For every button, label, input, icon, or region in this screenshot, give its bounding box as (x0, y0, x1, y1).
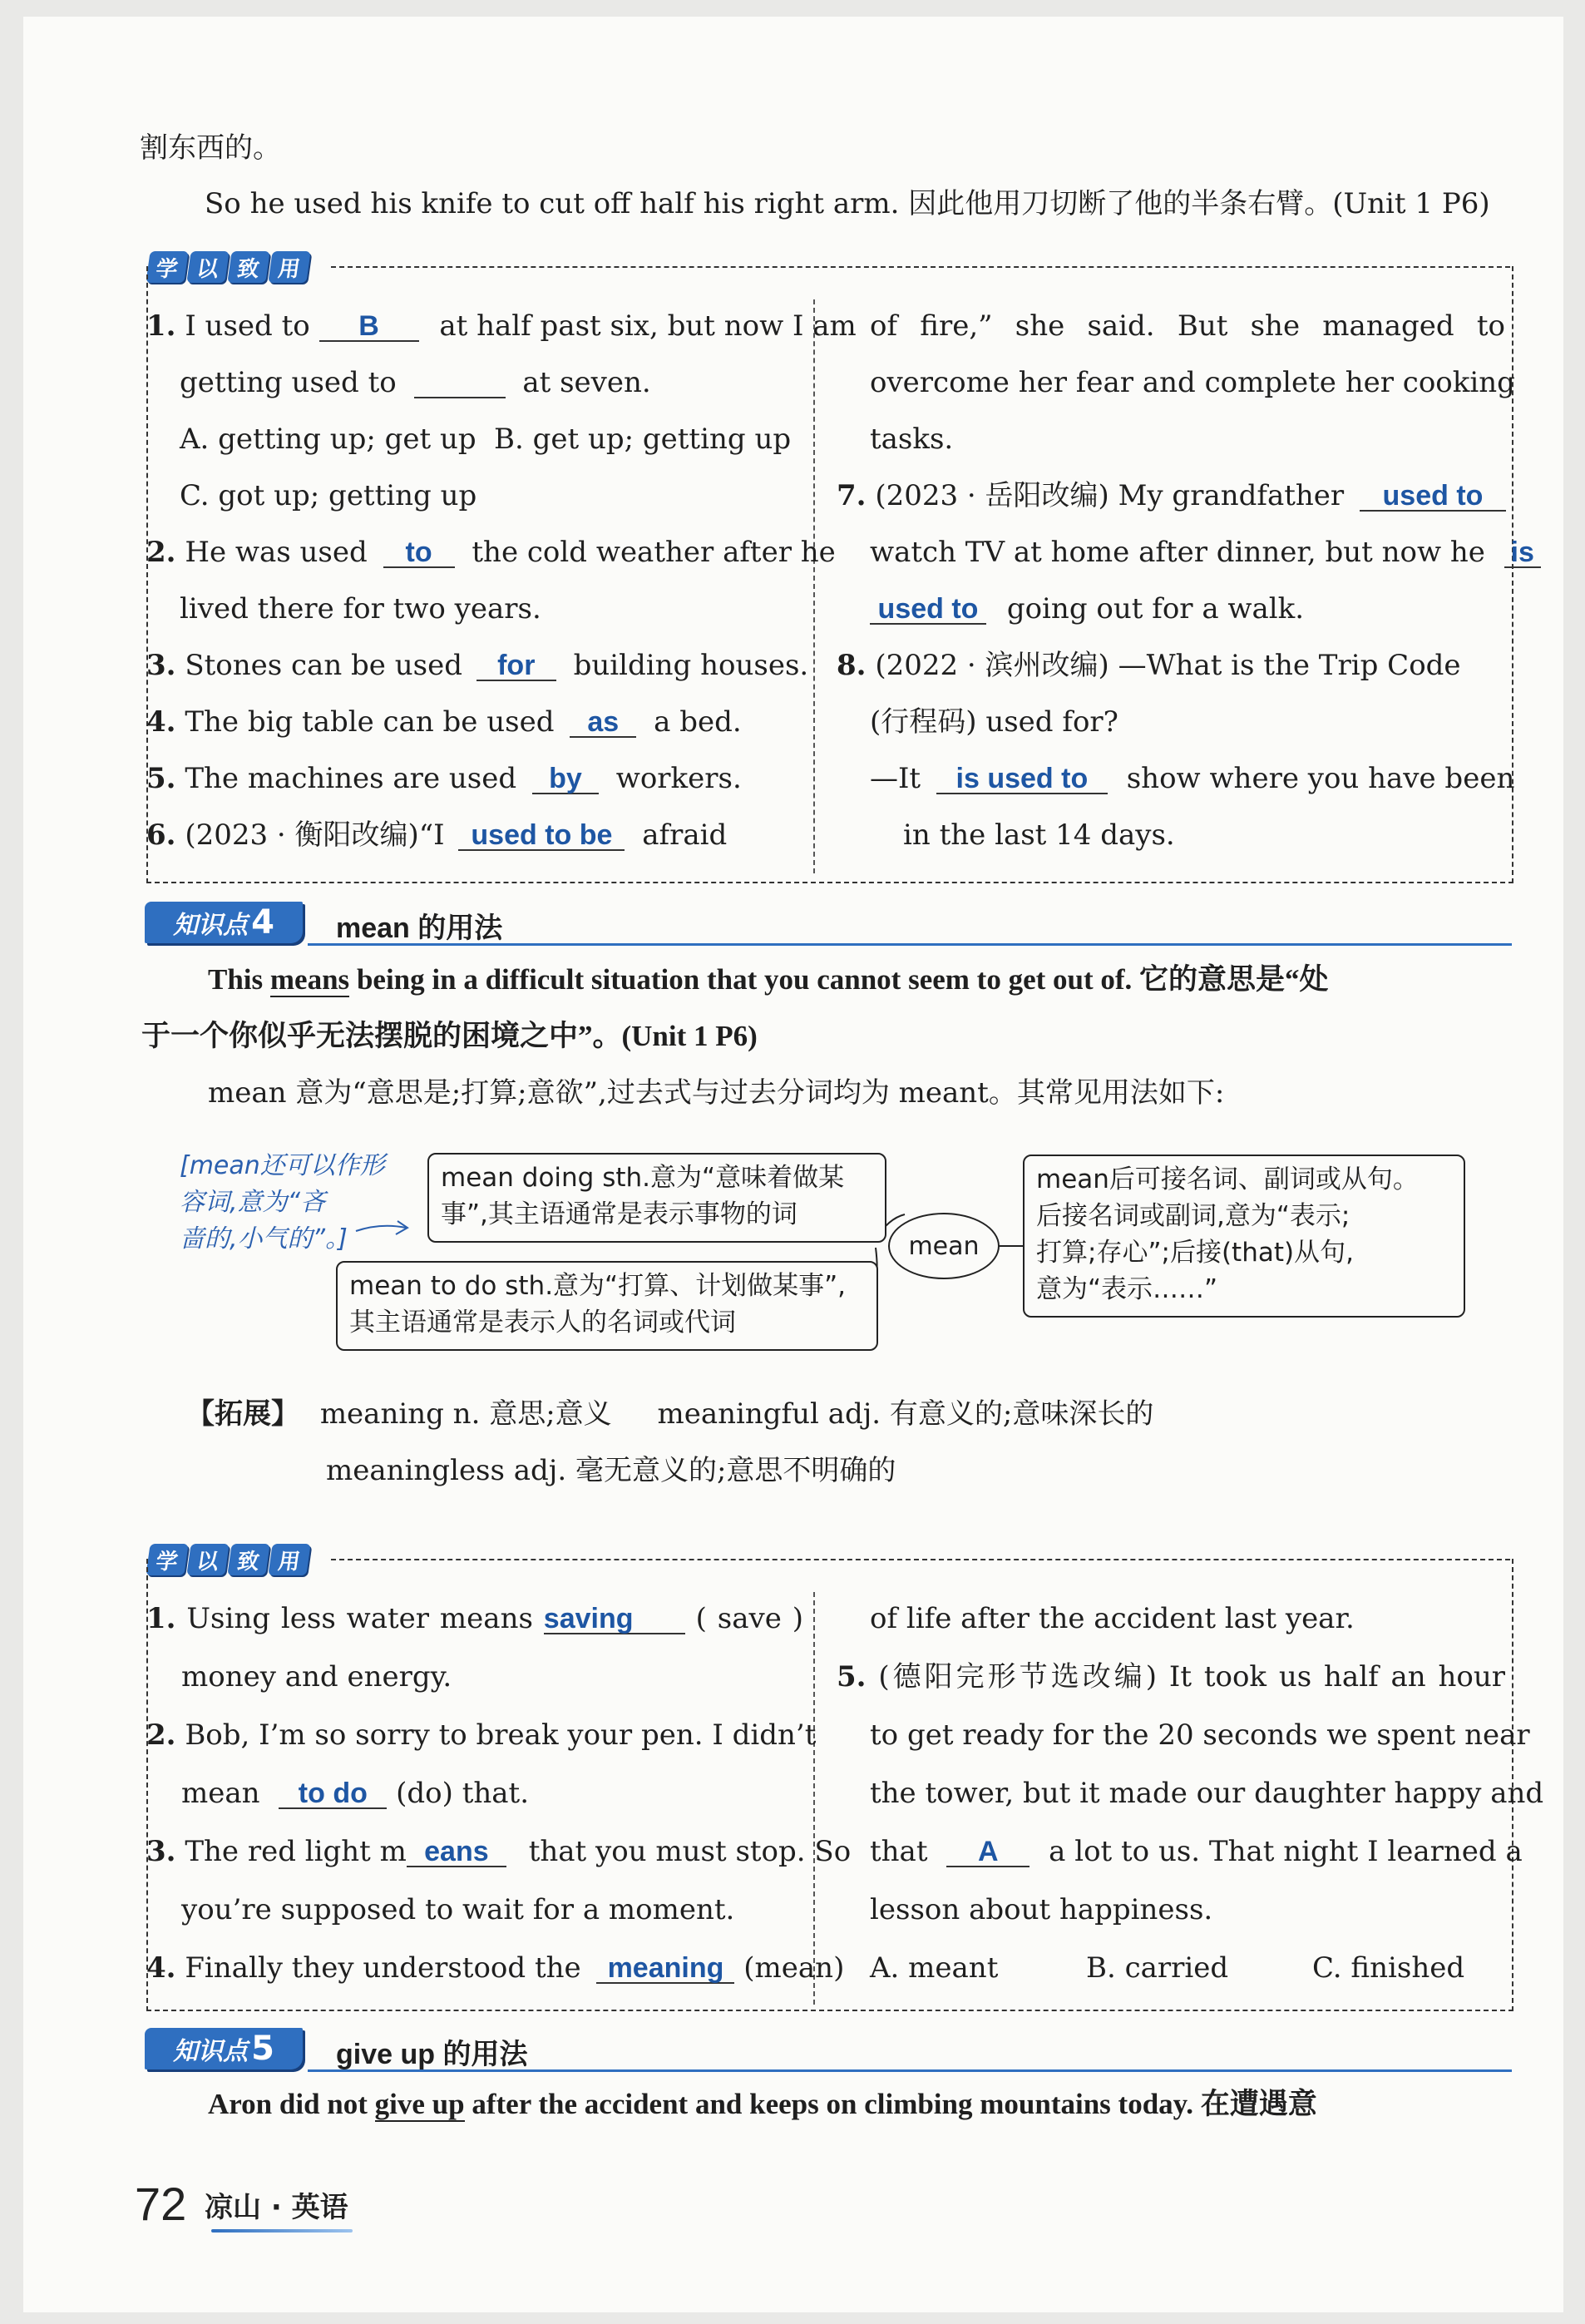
q5-text-2: workers. (615, 762, 742, 795)
answer-blank[interactable]: to (383, 538, 455, 568)
r-text-1: of life after the accident last year. (870, 1602, 1355, 1635)
k4-sentence-keyword: means (269, 963, 350, 996)
q1-option-b[interactable]: B. get up; getting up (494, 423, 792, 456)
q1-text-2: ( save ) (695, 1602, 803, 1635)
q-number: 3. (146, 1835, 176, 1868)
answer-blank[interactable]: B (319, 312, 419, 342)
badge-char: 致 (227, 1544, 269, 1575)
mindmap-center: mean (888, 1213, 1000, 1279)
k4-sentence-part: being in a difficult situation that you cannot seem to get out of. 它的意思是“处 (356, 963, 1329, 996)
answer-blank[interactable]: to do (279, 1779, 387, 1809)
q-number: 4. (146, 705, 176, 739)
r-text-2: overcome her fear and complete her cooking (870, 366, 1515, 399)
answer-blank[interactable]: used to (1360, 482, 1506, 512)
q1-text-2: at half past six, but now I am (439, 309, 857, 343)
intro-line-2: So he used his knife to cut off half his right arm. 因此他用刀切断了他的半条右臂。(Unit 1 P6) (205, 187, 1490, 220)
tag-number: 5 (251, 2030, 274, 2068)
mindmap-connectors (23, 17, 1563, 1680)
intro-line-1: 割东西的。 (140, 131, 281, 165)
box-line: 后接名词或副词,意为“表示; (1036, 1201, 1350, 1231)
q5-option-a[interactable]: A. meant (870, 1951, 999, 1985)
margin-note: [mean还可以作形 容词,意为“吝 啬的,小气的”。] (180, 1151, 385, 1253)
q4-text: Finally they understood the (185, 1951, 581, 1985)
q6-text-2: afraid (642, 818, 728, 852)
q3-text-2: that you must stop. So (528, 1835, 852, 1868)
q-number: 4. (146, 1951, 176, 1985)
q3-text-3: you’re supposed to wait for a moment. (181, 1893, 735, 1926)
q-number: 2. (146, 1718, 176, 1752)
practice-box-2-top (331, 1559, 1510, 1560)
q5-text-3: the tower, but it made our daughter happy and (870, 1777, 1544, 1810)
practice-box-2-divider (813, 1592, 815, 2005)
k5-sentence-part: after the accident and keeps on climbing mountains today. 在遭遇意 (472, 2088, 1317, 2120)
q3-text-2: building houses. (573, 649, 809, 682)
badge-char: 用 (268, 251, 310, 283)
k4-sentence-2: 于一个你似乎无法摆脱的困境之中”。(Unit 1 P6) (141, 1020, 758, 1052)
q5-text: The machines are used (185, 762, 517, 795)
q1-text-3: money and energy. (181, 1660, 452, 1694)
q-number: 2. (146, 536, 176, 569)
box-line: mean to do sth.意为“打算、计划做某事”, (349, 1271, 847, 1301)
extension-label: 【拓展】 (186, 1397, 299, 1431)
q8-text-3: —It (870, 762, 921, 795)
r-text-3: tasks. (870, 423, 954, 456)
box-line: mean doing sth.意为“意味着做某 (441, 1163, 845, 1193)
q5-text: (德阳完形节选改编) It took us half an hour (878, 1660, 1505, 1694)
q6-text: (2023 · 衡阳改编)“I (185, 818, 445, 852)
q4-text: The big table can be used (185, 705, 555, 739)
q-number: 7. (837, 479, 867, 512)
q2-text: Bob, I’m so sorry to break your pen. I didn’t (185, 1718, 817, 1752)
badge-char: 致 (227, 251, 269, 283)
q3-text: Stones can be used (185, 649, 462, 682)
q5-text-4: that (870, 1835, 928, 1868)
badge-char: 学 (146, 1544, 188, 1575)
q5-text-2: to get ready for the 20 seconds we spent near (870, 1718, 1530, 1752)
answer-blank[interactable]: for (476, 651, 556, 681)
answer-blank[interactable]: is (1504, 538, 1541, 568)
q8-text-4: show where you have been (1126, 762, 1515, 795)
answer-blank[interactable]: as (570, 708, 636, 738)
q7-text: (2023 · 岳阳改编) My grandfather (875, 479, 1345, 512)
k5-sentence-keyword: give up (374, 2088, 465, 2120)
q8-text-5: in the last 14 days. (903, 818, 1175, 852)
k4-sentence-3: mean 意为“意思是;打算;意欲”,过去式与过去分词均为 meant。其常见用法如下: (208, 1076, 1225, 1110)
tag-text: 知识点 (173, 911, 249, 940)
q4-text-2: a bed. (654, 705, 742, 739)
q-number: 1. (146, 1602, 176, 1635)
answer-blank[interactable]: eans (407, 1837, 506, 1867)
q1-text: I used to (185, 309, 310, 343)
q-number: 5. (837, 1660, 867, 1694)
q-number: 6. (146, 818, 176, 852)
q-number: 3. (146, 649, 176, 682)
q2-text-3: lived there for two years. (180, 592, 541, 626)
footer-accent (211, 2229, 353, 2233)
usage-box-mean-doing (427, 1153, 886, 1243)
knowledge-tag (145, 2028, 303, 2069)
q1-text: Using less water means (186, 1602, 533, 1635)
page (23, 17, 1563, 2312)
k4-sentence-part: This (208, 963, 264, 996)
header-rule (308, 2069, 1512, 2072)
tag-number: 4 (251, 903, 274, 942)
q1-text-3: getting used to (180, 366, 397, 399)
knowledge-point-5-header (145, 2028, 1512, 2069)
answer-blank[interactable]: A (946, 1837, 1030, 1867)
q2-text-2: the cold weather after he (472, 536, 836, 569)
badge-char: 以 (186, 1544, 229, 1575)
box-line: 打算;存心”;后接(that)从句, (1036, 1238, 1354, 1268)
extension-item: meaningless adj. 毫无意义的;意思不明确的 (326, 1454, 896, 1487)
q1-option-c[interactable]: C. got up; getting up (180, 479, 477, 512)
footer-label: 凉山 · 英语 (205, 2191, 348, 2224)
q4-text-2: (mean) (743, 1951, 845, 1985)
q7-text-3: going out for a walk. (1006, 592, 1305, 626)
answer-blank[interactable]: saving (544, 1605, 685, 1634)
q3-text: The red light m (185, 1835, 407, 1868)
badge-char: 用 (268, 1544, 310, 1575)
q8-text-2: (行程码) used for? (870, 705, 1118, 739)
tag-text: 知识点 (173, 2037, 249, 2066)
extension-item: meaningful adj. 有意义的;意味深长的 (657, 1397, 1154, 1431)
extension-item: meaning n. 意思;意义 (319, 1397, 612, 1431)
knowledge-title: give up 的用法 (336, 2039, 528, 2070)
page-number: 72 (135, 2178, 187, 2230)
answer-blank[interactable]: used to be (458, 821, 625, 851)
answer-blank[interactable]: by (532, 764, 599, 794)
q-number: 8. (837, 649, 867, 682)
q5-option-b[interactable]: B. carried (1086, 1951, 1229, 1985)
q1-text-4: at seven. (522, 366, 651, 399)
usage-box-mean-noun (1023, 1155, 1465, 1318)
k5-sentence-part: Aron did not (208, 2088, 368, 2120)
knowledge-title: mean 的用法 (336, 912, 503, 944)
q2-text: He was used (185, 536, 368, 569)
q1-option-a[interactable]: A. getting up; get up (180, 423, 476, 456)
q5-option-c[interactable]: C. finished (1312, 1951, 1465, 1985)
q2-text-3: (do) that. (396, 1777, 530, 1810)
box-line: 其主语通常是表示人的名词或代词 (349, 1308, 736, 1338)
q8-text: (2022 · 滨州改编) —What is the Trip Code (875, 649, 1461, 682)
q-number: 1. (146, 309, 176, 343)
box-line: mean后可接名词、副词或从句。 (1036, 1164, 1419, 1194)
badge-char: 学 (146, 251, 188, 283)
usage-box-mean-to-do (336, 1261, 878, 1351)
answer-blank[interactable]: is used to (936, 764, 1108, 794)
badge-char: 以 (186, 251, 229, 283)
box-line: 事”,其主语通常是表示事物的词 (441, 1199, 797, 1229)
q-number: 5. (146, 762, 176, 795)
answer-blank[interactable]: used to (870, 595, 986, 625)
box-line: 意为“表示……” (1036, 1274, 1218, 1304)
q7-text-2: watch TV at home after dinner, but now he (870, 536, 1485, 569)
r-text-1: of fire,” she said. But she managed to (870, 309, 1505, 343)
answer-blank[interactable]: meaning (596, 1954, 734, 1984)
q5-text-5: a lot to us. That night I learned a (1049, 1835, 1523, 1868)
q2-text-2: mean (181, 1777, 260, 1810)
q5-text-6: lesson about happiness. (870, 1893, 1213, 1926)
